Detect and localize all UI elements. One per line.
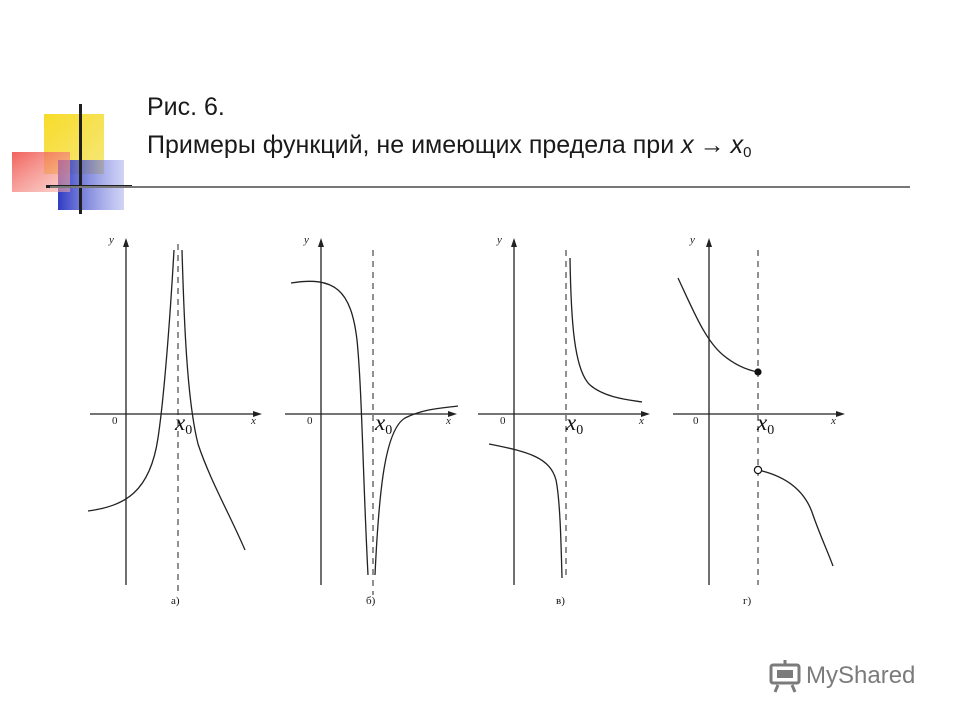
x-label: x — [251, 415, 256, 427]
arrow-symbol: → — [699, 131, 725, 159]
x-label: x — [831, 415, 836, 427]
caption-var-x: x — [681, 131, 694, 159]
curve-left-branch — [88, 250, 174, 511]
y-axis-arrow — [318, 238, 324, 247]
slide-title — [147, 88, 751, 172]
caption-var-x0: x — [730, 131, 744, 159]
title-divider — [50, 186, 910, 188]
y-axis-arrow — [706, 238, 712, 247]
graph-panel-c — [470, 230, 670, 630]
curve-left-branch — [678, 278, 758, 372]
x0-label: $x_0$ — [175, 410, 193, 438]
origin-label: 0 — [112, 415, 118, 427]
filled-point — [754, 368, 761, 375]
x0-label: $x_0$ — [566, 410, 584, 438]
graph-panel-d — [665, 230, 865, 630]
y-label: y — [109, 234, 114, 246]
caption-text: Примеры функций, не имеющих предела при — [147, 131, 675, 159]
graph-panel-b — [275, 230, 475, 630]
y-axis-arrow — [511, 238, 517, 247]
x-axis-arrow — [836, 411, 845, 417]
curve-left-branch — [489, 444, 562, 578]
curve-left-branch — [291, 281, 368, 575]
origin-label: 0 — [307, 415, 313, 427]
watermark — [768, 656, 915, 696]
x-label: x — [639, 415, 644, 427]
origin-label: 0 — [500, 415, 506, 427]
caption-b: б) — [366, 595, 376, 607]
figure-caption — [147, 126, 751, 172]
projector-icon — [768, 659, 802, 693]
x0-label: $x_0$ — [757, 410, 775, 438]
watermark-text: MyShared — [806, 662, 916, 689]
curve-right-branch — [182, 250, 245, 550]
graph-panel-a — [80, 230, 280, 630]
caption-a: а) — [171, 595, 180, 607]
caption-c: в) — [556, 595, 565, 607]
curve-right-branch — [758, 470, 833, 566]
open-point — [754, 466, 761, 473]
x-label: x — [446, 415, 451, 427]
caption-d: г) — [743, 595, 752, 607]
y-label: y — [497, 234, 502, 246]
y-label: y — [690, 234, 695, 246]
corner-decoration — [0, 0, 140, 230]
y-label: y — [304, 234, 309, 246]
figure-number: Рис. 6. — [147, 93, 225, 121]
caption-x0-subscript: 0 — [743, 144, 752, 161]
x0-label: $x_0$ — [375, 410, 393, 438]
origin-label: 0 — [693, 415, 699, 427]
curve-right-branch — [570, 258, 642, 402]
y-axis-arrow — [123, 238, 129, 247]
